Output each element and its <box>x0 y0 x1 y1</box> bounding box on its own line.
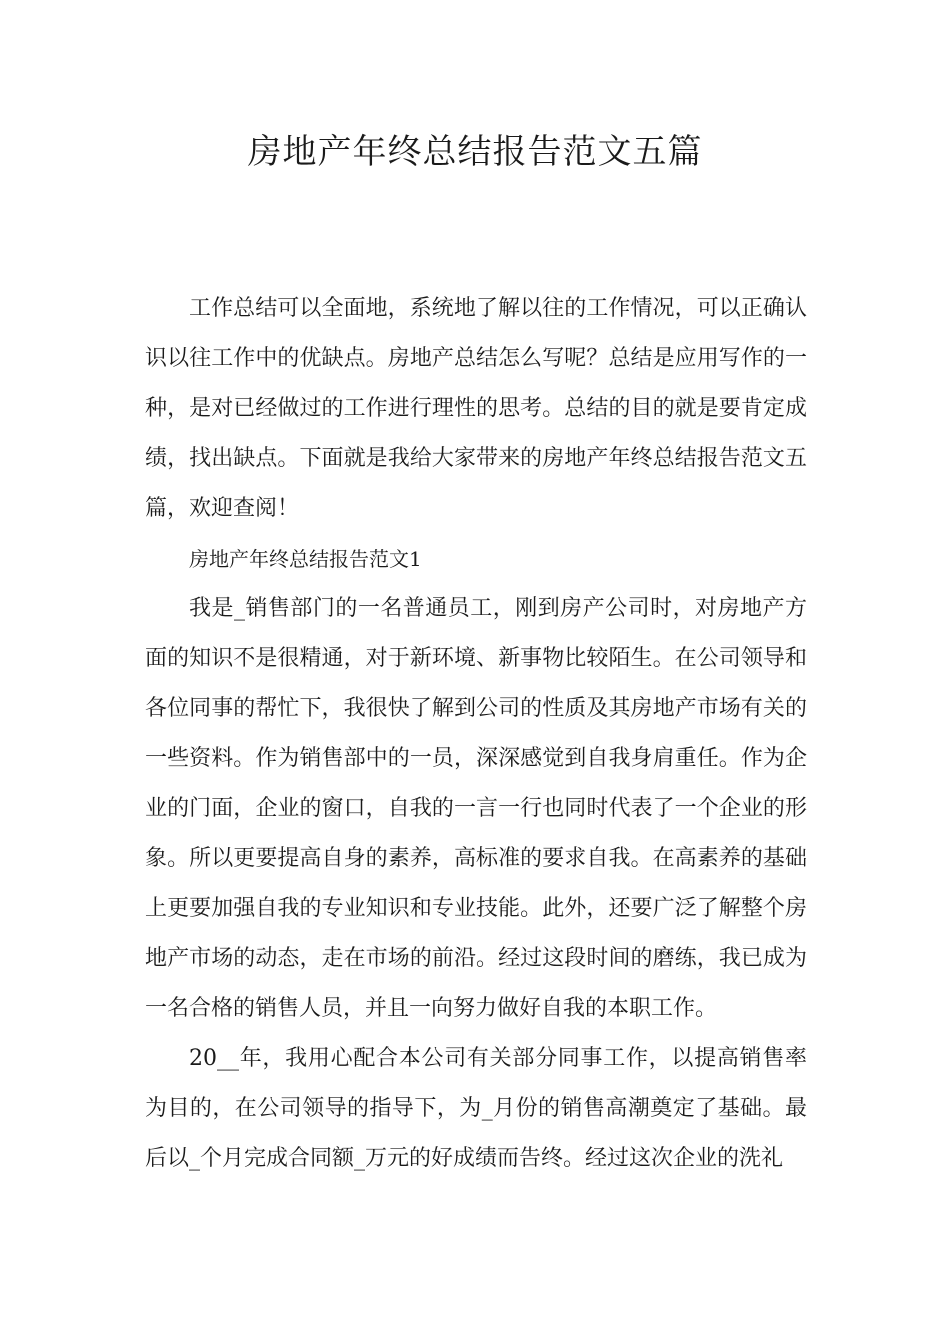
document-body <box>145 284 807 1184</box>
document-title: 房地产年终总结报告范文五篇 <box>247 132 703 172</box>
intro-paragraph: 工作总结可以全面地，系统地了解以往的工作情况，可以正确认识以往工作中的优缺点。房地产总结怎么写呢？总结是应用写作的一种，是对已经做过的工作进行理性的思考。总结的目的就是要肯定成绩，找出缺点。下面就是我给大家带来的房地产年终总结报告范文五篇，欢迎查阅！ <box>145 296 807 521</box>
section-heading: 房地产年终总结报告范文1 <box>189 547 422 571</box>
body-paragraph: 20__年，我用心配合本公司有关部分同事工作，以提高销售率为目的，在公司领导的指导下，为_月份的销售高潮奠定了基础。最后以_个月完成合同额_万元的好成绩而告终。经过这次企业的洗礼 <box>145 1046 807 1171</box>
body-paragraph: 我是_销售部门的一名普通员工，刚到房产公司时，对房地产方面的知识不是很精通，对于新环境、新事物比较陌生。在公司领导和各位同事的帮忙下，我很快了解到公司的性质及其房地产市场有关的一些资料。作为销售部中的一员，深深感觉到自我身肩重任。作为企业的门面，企业的窗口，自我的一言一行也同时代表了一个企业的形象。所以更要提高自身的素养，高标准的要求自我。在高素养的基础上更要加强自我的专业知识和专业技能。此外，还要广泛了解整个房地产市场的动态，走在市场的前沿。经过这段时间的磨练，我已成为一名合格的销售人员，并且一向努力做好自我的本职工作。 <box>145 596 807 1021</box>
